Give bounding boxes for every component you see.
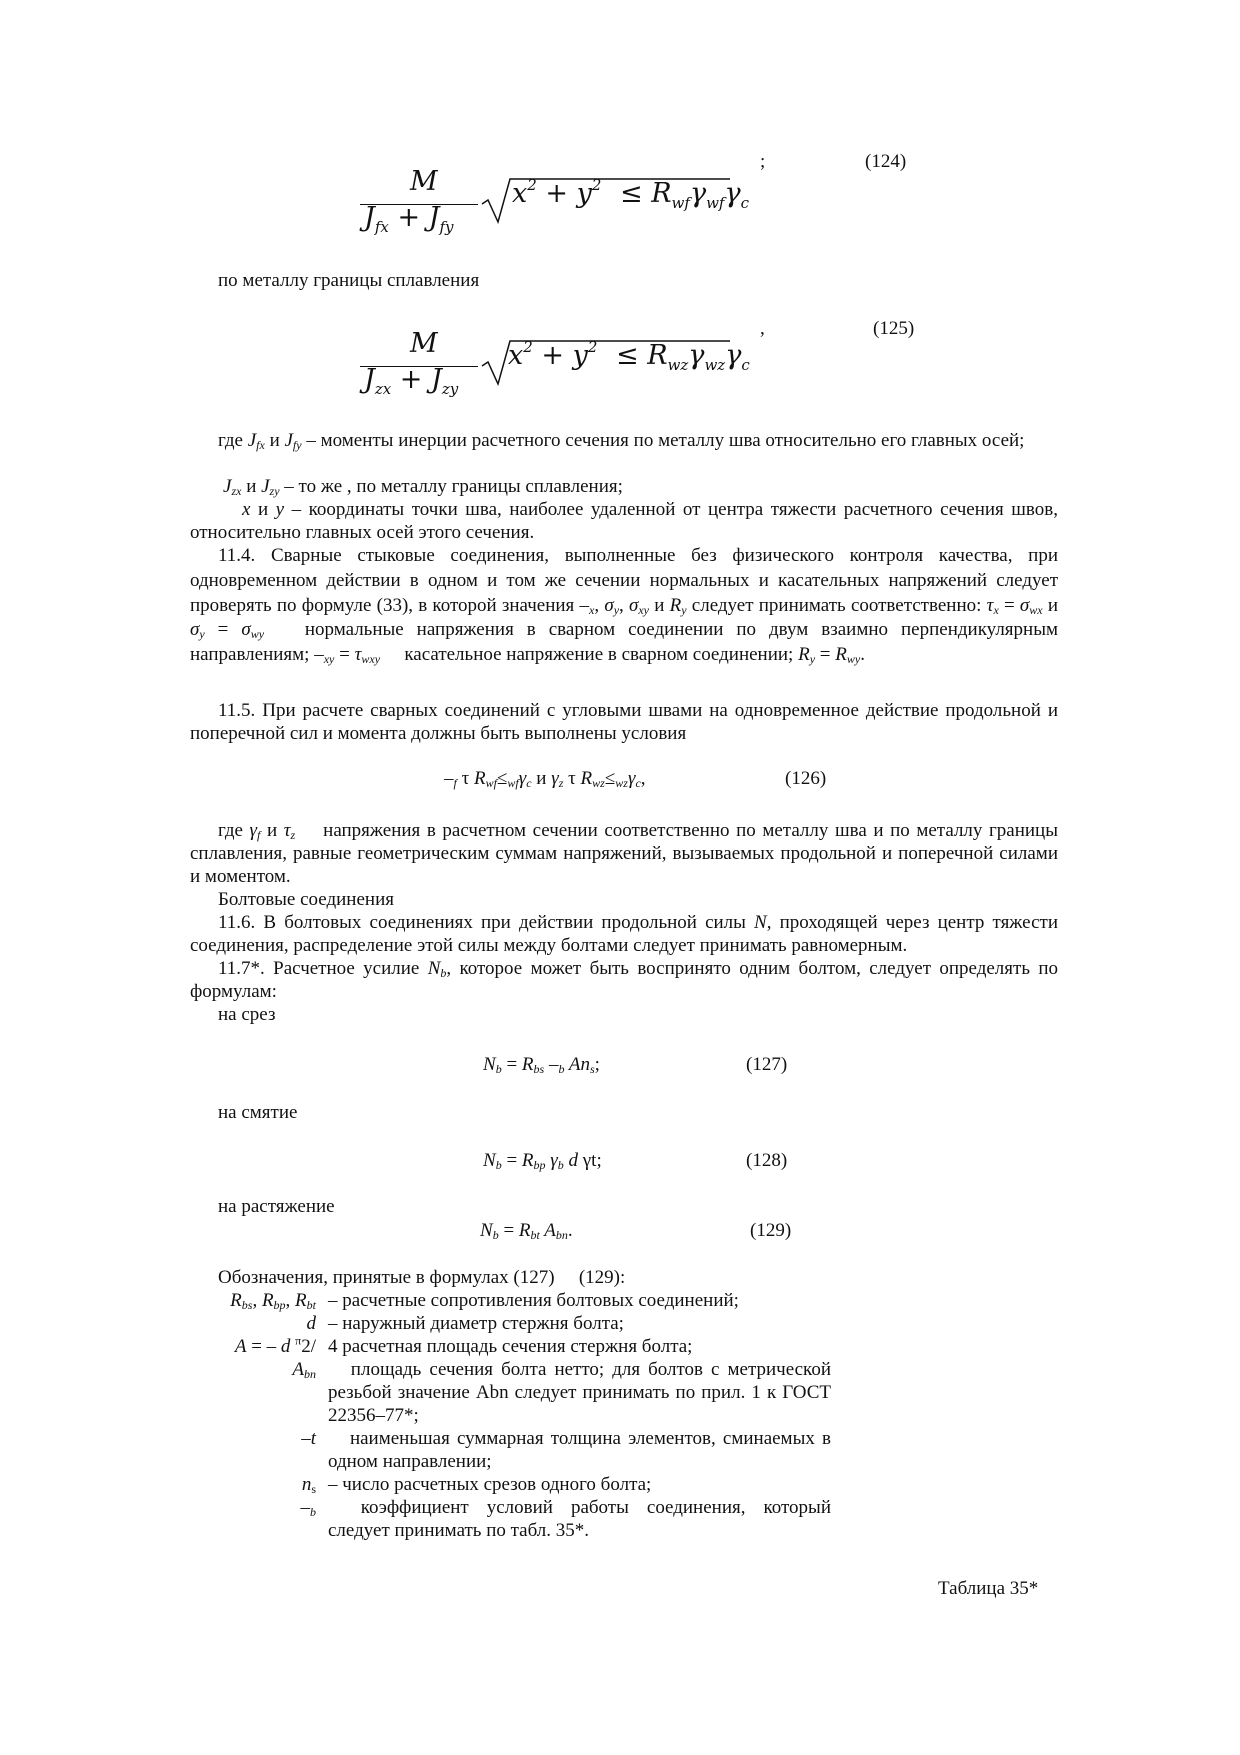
eq124-punct: ; bbox=[760, 151, 766, 172]
eq125-numerator: M bbox=[410, 328, 438, 359]
paragraph-xy: x и y – координаты точки шва, наиболее удаленной от центра тяжести расчетного сечения швов, относительно главных осей этого сечения. bbox=[190, 499, 1058, 543]
eq125-number: (125) bbox=[873, 318, 915, 339]
legend-value: – расчетные сопротивления болтовых соединений; bbox=[328, 1290, 739, 1311]
legend-key: –t bbox=[301, 1428, 316, 1449]
table-caption: Таблица 35* bbox=[938, 1578, 1039, 1599]
eq125-denominator: $J_{zx} + J_{zy}$ bbox=[364, 364, 459, 398]
eq124-rhs: ≤ $R_{wf}\gamma_{wf}\gamma_c$ bbox=[620, 178, 750, 212]
eq127-number: (127) bbox=[746, 1054, 788, 1075]
label-fusion-boundary: по металлу границы сплавления bbox=[218, 270, 480, 291]
eq129-number: (129) bbox=[750, 1220, 792, 1241]
legend-value: – число расчетных срезов одного болта; bbox=[328, 1474, 652, 1495]
legend-key: d bbox=[306, 1313, 316, 1334]
eq126-number: (126) bbox=[785, 768, 827, 789]
label-tension: на растяжение bbox=[218, 1196, 335, 1217]
legend-key: $-_b$ bbox=[300, 1497, 316, 1519]
eq124-number: (124) bbox=[865, 151, 907, 172]
paragraph-jzx: $J_{zx}$ и $J_{zy}$ – то же , по металлу границы сплавления; bbox=[223, 476, 623, 498]
eq124-radicand: $x^2 + y^2$ bbox=[512, 176, 602, 209]
legend-value: 4 расчетная площадь сечения стержня болта; bbox=[328, 1336, 693, 1357]
legend-key: $A_{bn}$ bbox=[292, 1359, 316, 1381]
legend-value: площадь сечения болта нетто; для болтов с метрической резьбой значение Abn следует принимать по прил. 1 к ГОСТ 22356–77*; bbox=[328, 1359, 831, 1426]
label-bearing: на смятие bbox=[218, 1102, 298, 1123]
formula-125 bbox=[360, 322, 760, 407]
legend-value: – наружный диаметр стержня болта; bbox=[328, 1313, 624, 1334]
formula-127: $N_b = R_{bs}$ $-_b$ $An_s$; bbox=[483, 1054, 600, 1076]
paragraph-jfx: где $J_{fx}$ и $J_{fy}$ – моменты инерции расчетного сечения по металлу шва относительно его главных осей; bbox=[218, 430, 1025, 452]
eq125-punct: , bbox=[760, 318, 765, 339]
paragraph-11-4: 11.4. Сварные стыковые соединения, выполненные без физического контроля качества, при одновременном действии в одном и том же сечении нормальных и касательных напряжений следует проверять по формуле (33), в которой значения $-_x$, $\sigma_y$, $\sigma_{xy}$ и $R_y$ следует принимать соответственно: $\tau_x = \sigma_{wx}$ и $\sigma_y = \sigma_{wy}$ нормальные напряжения в сварном соединении по двум взаимно перпендикулярным направлениям; $-_{xy} = \tau_{wxy}$ касательное напряжение в сварном соединении; $R_y = R_{wy}$. bbox=[190, 545, 1059, 667]
legend-value: коэффициент условий работы соединения, который следует принимать по табл. 35*. bbox=[328, 1497, 831, 1541]
formula-128: $N_b = R_{bp}$ $\gamma_b$ d γt; bbox=[483, 1150, 602, 1172]
legend-key: $R_{bs}$, $R_{bp}$, $R_{bt}$ bbox=[230, 1290, 316, 1312]
heading-bolt-connections: Болтовые соединения bbox=[218, 889, 394, 910]
eq124-denominator: $J_{fx} + J_{fy}$ bbox=[364, 202, 454, 236]
eq124-numerator: M bbox=[410, 166, 438, 197]
label-shear: на срез bbox=[218, 1004, 276, 1025]
formula-126: $-_f$ τ $R_{wf}\le_{wf}\gamma_c$ и $\gamma_z$ τ $R_{wz}\le_{wz}\gamma_c$, bbox=[444, 768, 646, 790]
paragraph-11-7: 11.7*. Расчетное усилие $N_b$, которое может быть воспринято одним болтом, следует определять по формулам: bbox=[190, 958, 1058, 1002]
eq128-number: (128) bbox=[746, 1150, 788, 1171]
eq125-radicand: $x^2 + y^2$ bbox=[508, 338, 598, 371]
legend-value: наименьшая суммарная толщина элементов, сминаемых в одном направлении; bbox=[328, 1428, 831, 1472]
eq125-rhs: ≤ $R_{wz}\gamma_{wz}\gamma_c$ bbox=[616, 340, 750, 374]
formula-124 bbox=[360, 160, 760, 245]
paragraph-11-6: 11.6. В болтовых соединениях при действии продольной силы N, проходящей через центр тяжести соединения, распределение этой силы между болтами следует принимать равномерным. bbox=[190, 912, 1058, 956]
paragraph-gamma: где $\gamma_f$ и $\tau_z$ напряжения в расчетном сечении соответственно по металлу шва и по металлу границы сплавления, равные геометрическим суммам напряжений, вызываемых продольной и поперечной силами и моментом. bbox=[190, 820, 1058, 887]
legend-key: A = – d $^\pi$2/ bbox=[234, 1333, 316, 1357]
formula-129: $N_b = R_{bt}$ $A_{bn}$. bbox=[480, 1220, 573, 1242]
paragraph-notation: Обозначения, принятые в формулах (127) (129): bbox=[218, 1267, 606, 1288]
paragraph-11-5: 11.5. При расчете сварных соединений с угловыми швами на одновременное действие продольной и поперечной сил и момента должны быть выполнены условия bbox=[190, 700, 1058, 744]
legend-key: $n_s$ bbox=[301, 1474, 316, 1496]
